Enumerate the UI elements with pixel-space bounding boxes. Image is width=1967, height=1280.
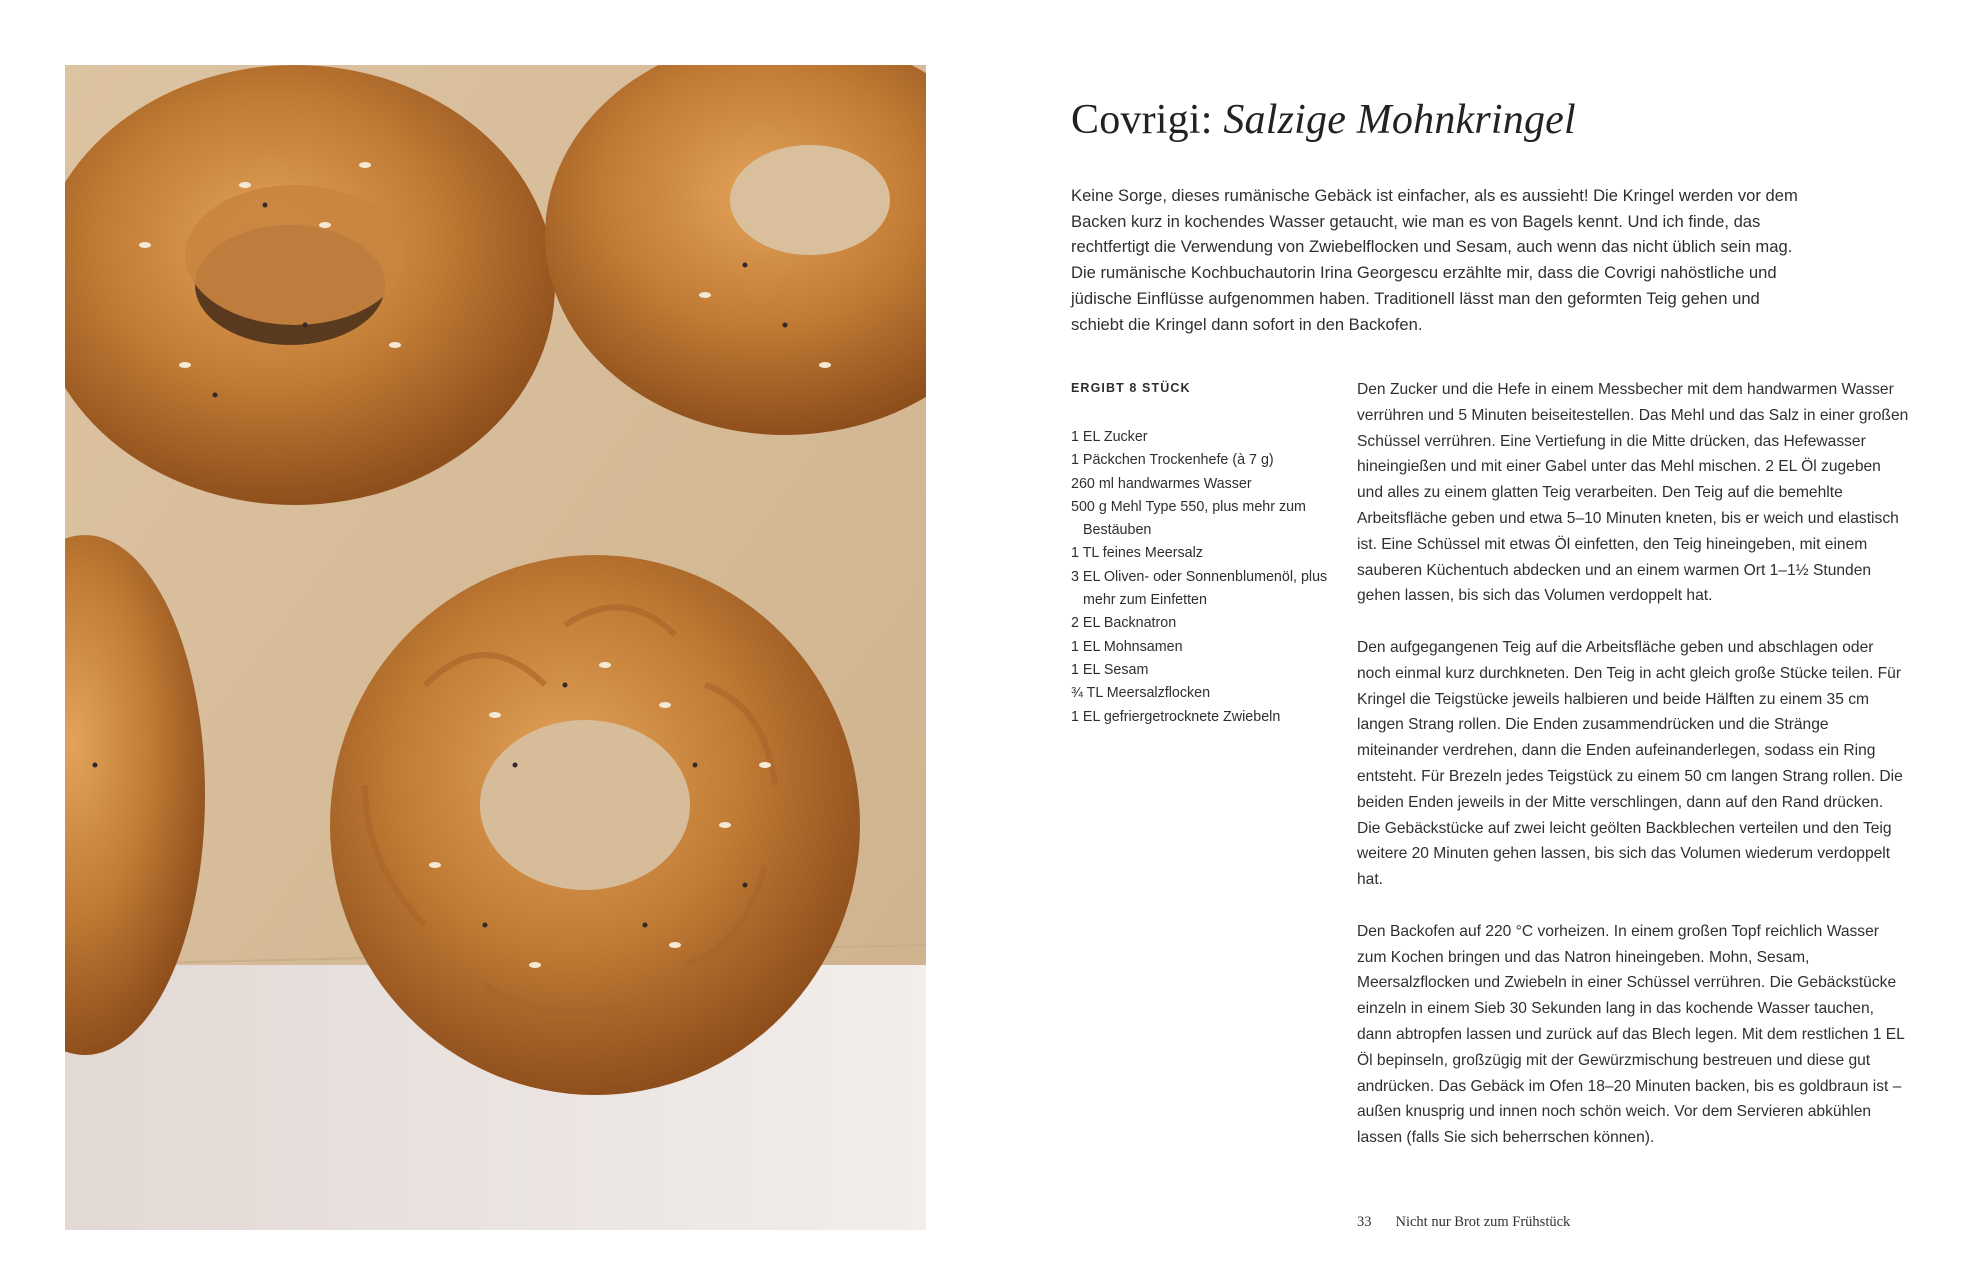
recipe-title-italic: Salzige Mohnkringel bbox=[1223, 97, 1576, 143]
recipe-title bbox=[1071, 96, 1576, 144]
ingredient-item: 500 g Mehl Type 550, plus mehr zum Bestäuben bbox=[1071, 498, 1306, 539]
ingredient-item: ¾ TL Meersalzflocken bbox=[1071, 685, 1211, 702]
method-steps bbox=[1357, 377, 1909, 1177]
ingredient-item: 1 EL gefriergetrocknete Zwiebeln bbox=[1071, 708, 1281, 725]
ingredient-item: 1 Päckchen Trockenhefe (à 7 g) bbox=[1071, 452, 1274, 469]
method-step: Den Zucker und die Hefe in einem Messbecher mit dem handwarmen Wasser verrühren und 5 Minuten beiseitestellen. Das Mehl und das Salz in einer großen Schüssel verrühren. Eine Vertiefung in die Mitte drücken, das Hefewasser hineingießen und mit einer Gabel unter das Mehl mischen. 2 EL Öl zugeben und alles zu einem glatten Teig verarbeiten. Den Teig auf die bemehlte Arbeitsfläche geben und etwa 5–10 Minuten kneten, bis er weich und elastisch ist. Eine Schüssel mit etwas Öl einfetten, den Teig hineingeben, mit einem sauberen Küchentuch abdecken und an einem warmen Ort 1–1½ Stunden gehen lassen, bis sich das Volumen verdoppelt hat. bbox=[1357, 381, 1909, 605]
recipe-yield: ERGIBT 8 STÜCK bbox=[1071, 381, 1191, 395]
method-step: Den Backofen auf 220 °C vorheizen. In einem großen Topf reichlich Wasser zum Kochen bringen und das Natron hineingeben. Mohn, Sesam, Meersalzflocken und Zwiebeln in einer Schüssel verrühren. Die Gebäckstücke einzeln in einem Sieb 30 Sekunden lang in das kochende Wasser tauchen, dann abtropfen lassen und zurück auf das Blech legen. Mit dem restlichen 1 EL Öl bepinseln, großzügig mit der Gewürzmischung bestreuen und diese gut andrücken. Das Gebäck im Ofen 18–20 Minuten backen, bis es goldbraun ist – außen knusprig und innen noch schön weich. Vor dem Servieren abkühlen lassen (falls Sie sich beherrschen können). bbox=[1357, 922, 1905, 1147]
ingredient-item: 3 EL Oliven- oder Sonnenblumenöl, plus mehr zum Einfetten bbox=[1071, 568, 1328, 609]
ingredient-item: 260 ml handwarmes Wasser bbox=[1071, 475, 1252, 492]
recipe-photo bbox=[65, 65, 926, 1230]
page-footer bbox=[1357, 1214, 1570, 1231]
recipe-title-main: Covrigi: bbox=[1071, 97, 1213, 143]
recipe-intro: Keine Sorge, dieses rumänische Gebäck ist einfacher, als es aussieht! Die Kringel werden vor dem Backen kurz in kochendes Wasser getaucht, wie man es von Bagels kennt. Und ich finde, das rechtfertigt die Verwendung von Zwiebelflocken und Sesam, auch wenn das nicht üblich sein mag. Die rumänische Kochbuchautorin Irina Georgescu erzählte mir, dass die Covrigi nahöstliche und jüdische Einflüsse aufgenommen haben. Traditionell lässt man den geformten Teig gehen und schiebt die Kringel dann sofort in den Backofen. bbox=[1071, 186, 1798, 334]
bread-ring-center bbox=[330, 555, 860, 1095]
ingredient-item: 1 EL Mohnsamen bbox=[1071, 638, 1183, 655]
ingredient-list bbox=[1071, 426, 1336, 729]
covrigi-illustration bbox=[65, 65, 926, 1230]
method-step: Den aufgegangenen Teig auf die Arbeitsfläche geben und abschlagen oder noch einmal kurz durchkneten. Den Teig in acht gleich große Stücke teilen. Für Kringel die Teigstücke jeweils halbieren und beide Hälften zu einem 35 cm langen Strang rollen. Die Enden zusammendrücken und die Stränge miteinander verdrehen, dann die Enden aufeinanderlegen, sodass ein Ring entsteht. Für Brezeln jedes Teigstück zu einem 50 cm langen Strang rollen. Die beiden Enden jeweils in der Mitte verschlingen, dann auf den Rand drücken. Die Gebäckstücke auf zwei leicht geölten Backblechen verteilen und den Teig weitere 20 Minuten gehen lassen, bis sich das Volumen wiederum verdoppelt hat. bbox=[1357, 638, 1903, 889]
page-number: 33 bbox=[1357, 1214, 1372, 1230]
ingredient-item: 1 EL Sesam bbox=[1071, 661, 1149, 678]
chapter-title: Nicht nur Brot zum Frühstück bbox=[1395, 1214, 1571, 1230]
ingredient-item: 1 TL feines Meersalz bbox=[1071, 545, 1203, 562]
ingredient-item: 1 EL Zucker bbox=[1071, 429, 1148, 445]
ingredient-item: 2 EL Backnatron bbox=[1071, 615, 1177, 632]
